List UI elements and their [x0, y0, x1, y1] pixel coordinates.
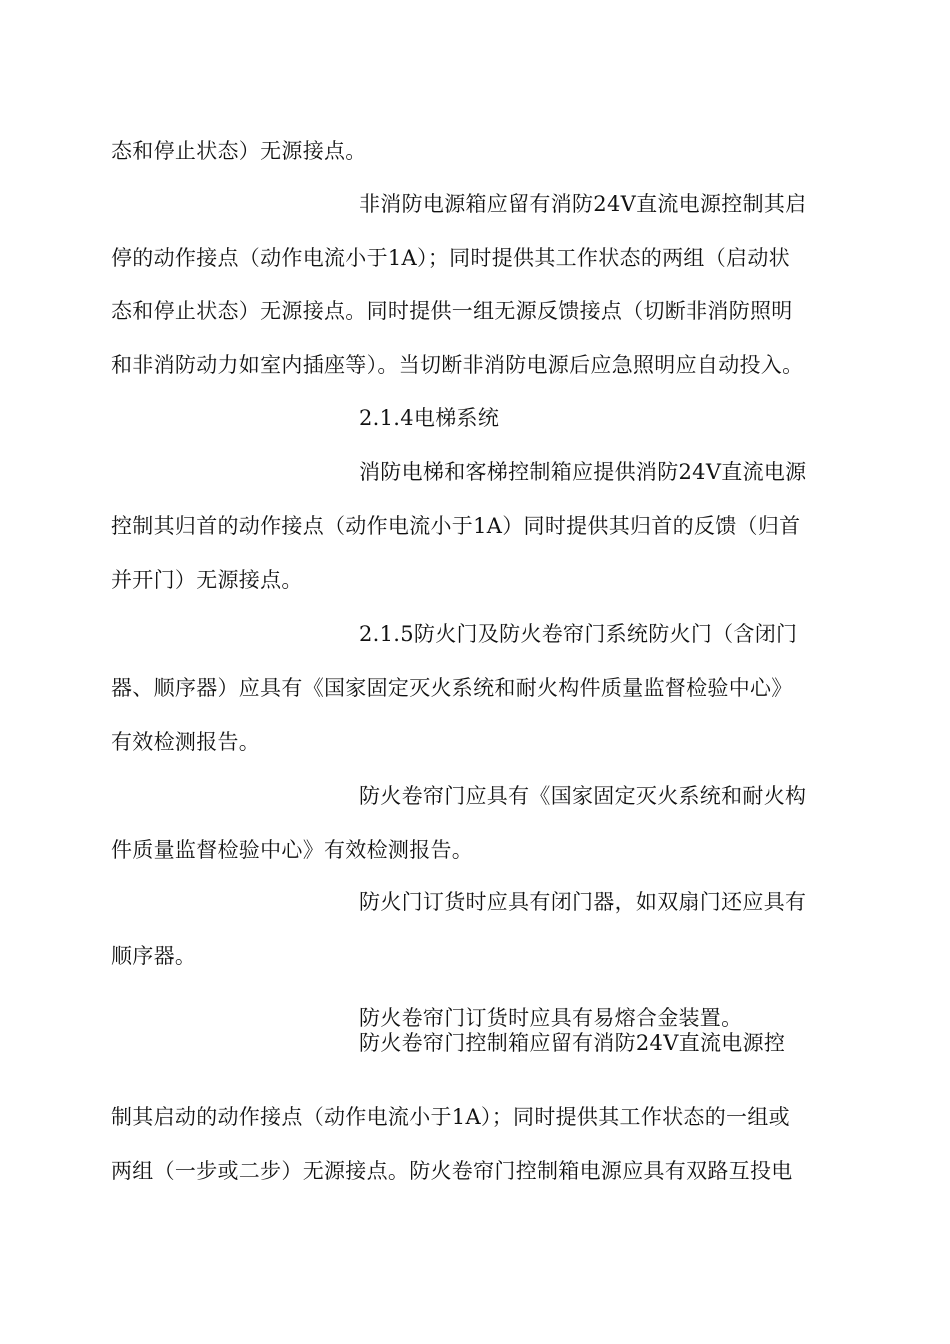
paragraph-line: 非消防电源箱应留有消防24V直流电源控制其启 [359, 192, 807, 216]
paragraph-line: 态和停止状态）无源接点。 [111, 139, 367, 163]
paragraph-line: 制其启动的动作接点（动作电流小于1A）；同时提供其工作状态的一组或 [111, 1105, 790, 1129]
paragraph-line: 消防电梯和客梯控制箱应提供消防24V直流电源 [359, 460, 807, 484]
paragraph-line: 件质量监督检验中心》有效检测报告。 [111, 838, 474, 862]
paragraph-line: 和非消防动力如室内插座等）。当切断非消防电源后应急照明应自动投入。 [111, 353, 804, 377]
paragraph-line: 有效检测报告。 [111, 730, 261, 754]
paragraph-line: 态和停止状态）无源接点。同时提供一组无源反馈接点（切断非消防照明 [111, 299, 793, 323]
paragraph-line: 防火卷帘门订货时应具有易熔合金装置。 [359, 1006, 743, 1030]
paragraph-line: 防火卷帘门控制箱应留有消防24V直流电源控 [359, 1031, 786, 1055]
section-heading: 2.1.5防火门及防火卷帘门系统防火门（含闭门 [359, 622, 798, 646]
paragraph-line: 两组（一步或二步）无源接点。防火卷帘门控制箱电源应具有双路互投电 [111, 1159, 793, 1183]
paragraph-line: 停的动作接点（动作电流小于1A）；同时提供其工作状态的两组（启动状 [111, 246, 790, 270]
paragraph-line: 并开门）无源接点。 [111, 568, 303, 592]
section-heading: 2.1.4电梯系统 [359, 406, 500, 430]
paragraph-line: 控制其归首的动作接点（动作电流小于1A）同时提供其归首的反馈（归首 [111, 514, 801, 538]
paragraph-line: 器、顺序器）应具有《国家固定灭火系统和耐火构件质量监督检验中心》 [111, 676, 793, 700]
paragraph-line: 防火卷帘门应具有《国家固定灭火系统和耐火构 [359, 784, 807, 808]
paragraph-line: 顺序器。 [111, 944, 197, 968]
paragraph-line: 防火门订货时应具有闭门器，如双扇门还应具有 [359, 890, 807, 914]
